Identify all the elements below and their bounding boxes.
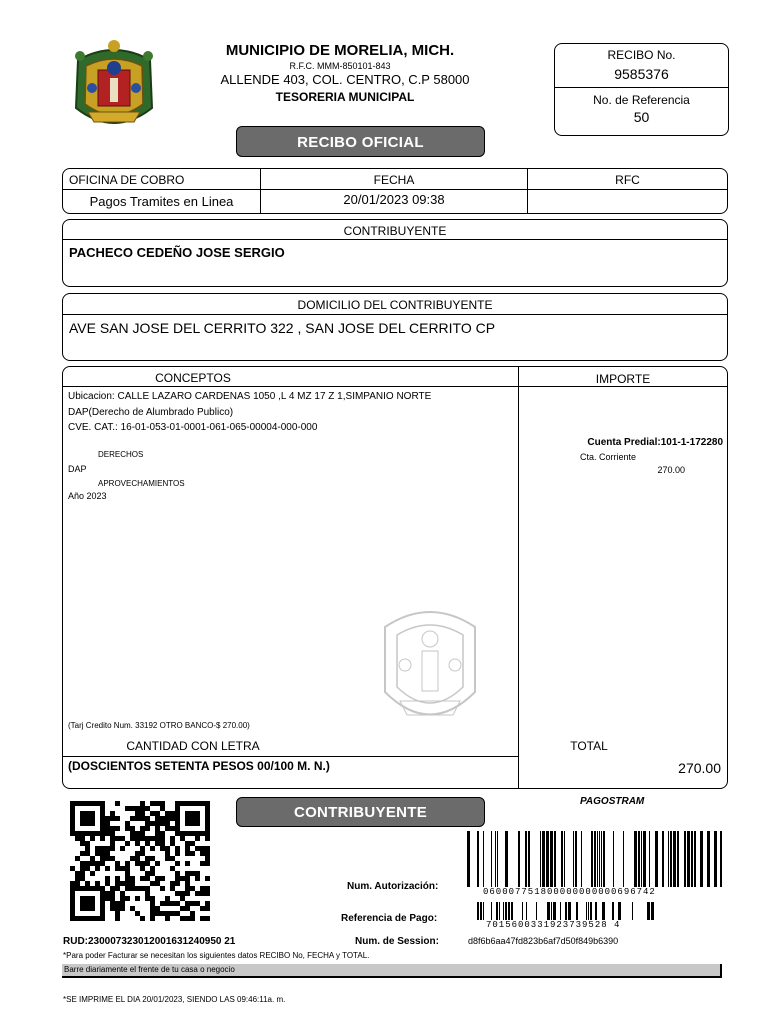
channel-label: PAGOSTRAM (580, 796, 645, 807)
receipt-banner: RECIBO OFICIAL (236, 126, 485, 157)
municipality-name: MUNICIPIO DE MORELIA, MICH. (225, 42, 455, 59)
reference-label: No. de Referencia (593, 93, 690, 107)
sweep-note-bar (62, 964, 722, 978)
payment-reference-barcode (467, 902, 655, 922)
dap-short-text: DAP (68, 464, 87, 474)
receipt-label: RECIBO No. (607, 48, 676, 62)
rud-text: RUD:230007323012001631240950 21 (63, 936, 236, 947)
domicile-label: DOMICILIO DEL CONTRIBUYENTE (297, 298, 493, 312)
payment-reference-label: Referencia de Pago: (341, 913, 438, 924)
reference-number: 50 (633, 109, 650, 125)
concepts-box (62, 366, 728, 789)
qr-code (70, 801, 212, 921)
location-text: Ubicacion: CALLE LAZARO CARDENAS 1050 ,L 4 MZ 17 Z 1,SIMPANIO NORTE (68, 391, 432, 402)
year-text: Año 2023 (68, 491, 107, 501)
concepts-label: CONCEPTOS (155, 371, 231, 385)
invoice-note: *Para poder Facturar se necesitan los siguientes datos RECIBO No, FECHA y TOTAL. (63, 951, 370, 960)
session-value: d8f6b6aa47fd823b6af7d50f849b6390 (468, 936, 619, 946)
receipt-number: 9585376 (614, 66, 669, 82)
taxpayer-label: CONTRIBUYENTE (343, 224, 447, 238)
rfc-text: R.F.C. MMM-850101-843 (289, 61, 391, 71)
derechos-text: DERECHOS (98, 450, 144, 459)
divider (555, 87, 728, 88)
total-label: TOTAL (570, 739, 608, 753)
account-amount-text: 270.00 (657, 465, 685, 475)
amount-words-value: (DOSCIENTOS SETENTA PESOS 00/100 M. N.) (68, 759, 330, 773)
authorization-code: 060007751800000000000696742 (483, 887, 656, 897)
session-label: Num. de Session: (355, 936, 439, 947)
dap-text: DAP(Derecho de Alumbrado Publico) (68, 407, 234, 418)
print-note: *SE IMPRIME EL DIA 20/01/2023, SIENDO LAS 09:46:11a. m. (63, 995, 286, 1004)
total-value: 270.00 (678, 760, 721, 776)
info-row-box (62, 168, 728, 214)
office-value: Pagos Tramites en Linea (89, 194, 234, 209)
address-text: ALLENDE 403, COL. CENTRO, C.P 58000 (220, 72, 470, 87)
authorization-label: Num. Autorización: (347, 881, 439, 892)
account-type-text: Cta. Corriente (579, 452, 637, 462)
municipal-coat-of-arms-logo (68, 38, 160, 136)
coat-of-arms-watermark (375, 597, 485, 737)
taxpayer-name: PACHECO CEDEÑO JOSE SERGIO (69, 245, 285, 260)
domicile-value: AVE SAN JOSE DEL CERRITO 322 , SAN JOSE DEL CERRITO CP (69, 320, 496, 336)
payment-note: (Tarj Credito Num. 33192 OTRO BANCO-$ 270.00) (68, 721, 250, 730)
date-value: 20/01/2023 09:38 (343, 192, 445, 207)
payment-reference-code: 7015600331923739528 4 (486, 920, 621, 930)
account-text: Cuenta Predial:101-1-172280 (587, 437, 723, 448)
sweep-note: Barre diariamente el frente de tu casa o negocio (64, 965, 235, 974)
taxpayer-box (62, 219, 728, 287)
aprovechamientos-text: APROVECHAMIENTOS (98, 479, 185, 488)
copy-banner: CONTRIBUYENTE (236, 797, 485, 827)
office-name: TESORERIA MUNICIPAL (275, 90, 415, 104)
amount-label: IMPORTE (595, 372, 651, 386)
domicile-box (62, 293, 728, 361)
authorization-barcode (467, 831, 725, 891)
rfc-label: RFC (615, 173, 640, 187)
amount-words-label: CANTIDAD CON LETRA (126, 739, 260, 753)
receipt-number-box (554, 43, 729, 136)
cve-cat-text: CVE. CAT.: 16-01-053-01-0001-061-065-00004-000-000 (68, 422, 318, 433)
date-label: FECHA (373, 173, 415, 187)
office-label: OFICINA DE COBRO (69, 173, 185, 187)
